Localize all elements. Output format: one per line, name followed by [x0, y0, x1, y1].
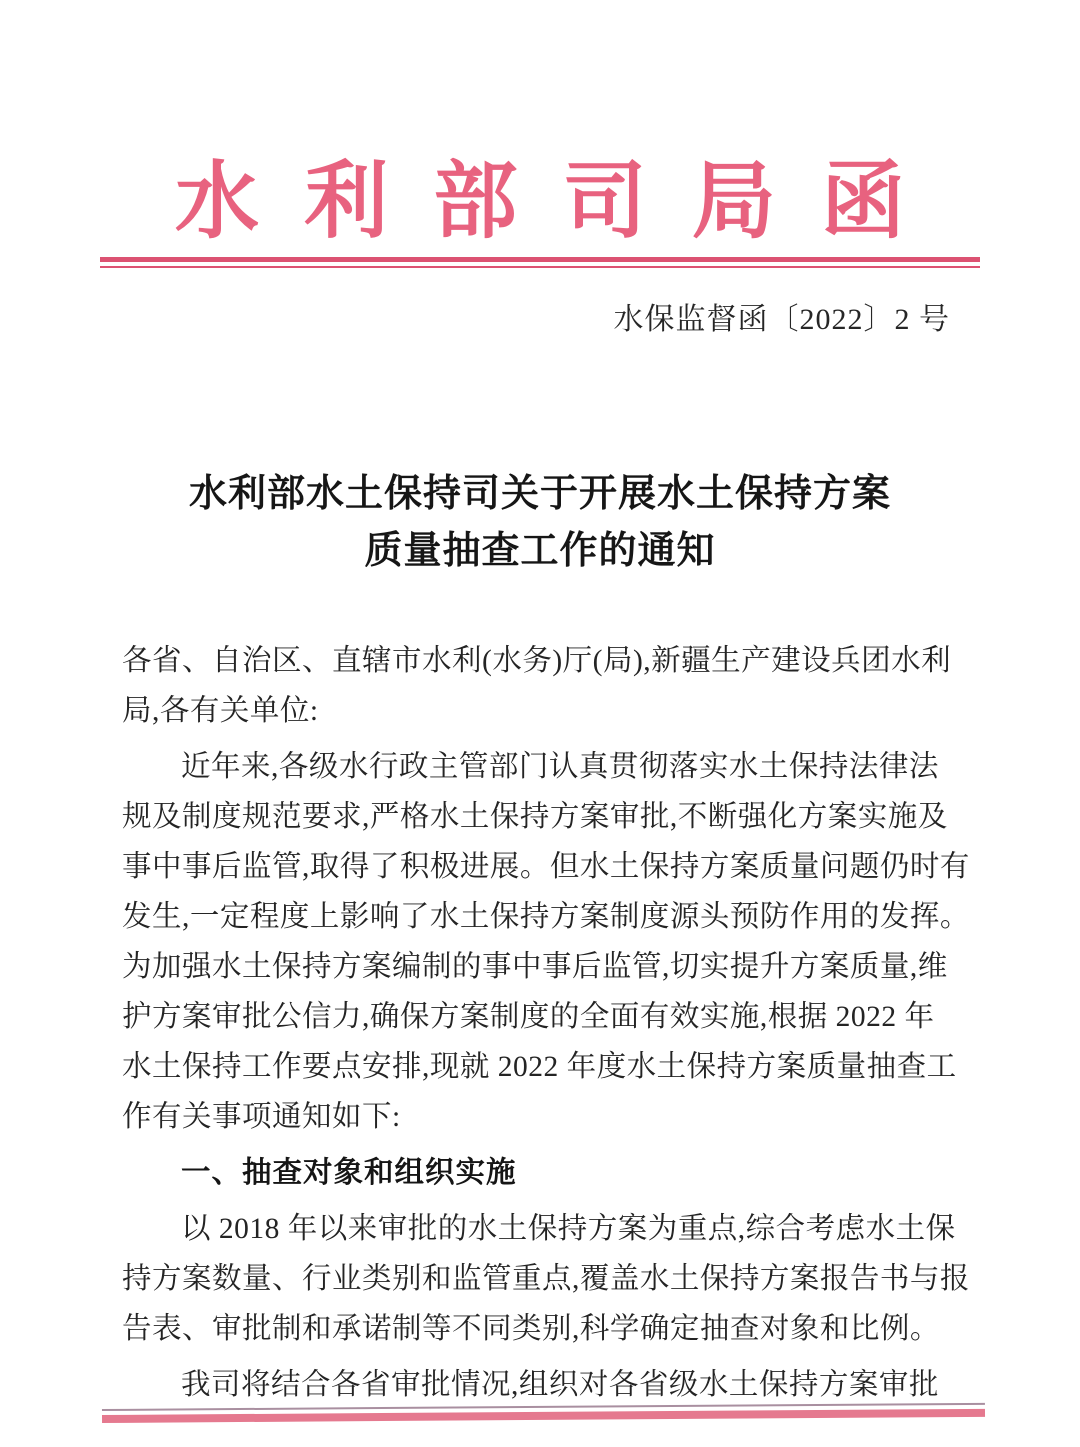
notice-title [0, 466, 1080, 580]
body-line: 我司将结合各省审批情况,组织对各省级水土保持方案审批 [181, 1368, 939, 1401]
body-line: 以 2018 年以来审批的水土保持方案为重点,综合考虑水土保 [181, 1212, 956, 1245]
letterhead-char: 司 [562, 156, 647, 249]
body-line: 规及制度规范要求,严格水土保持方案审批,不断强化方案实施及 [122, 800, 948, 833]
body-text [122, 636, 970, 1410]
body-line: 持方案数量、行业类别和监管重点,覆盖水土保持方案报告书与报 [122, 1262, 970, 1295]
letterhead-char: 部 [433, 156, 518, 249]
letterhead-title [175, 158, 905, 249]
body-line: 为加强水土保持方案编制的事中事后监管,切实提升方案质量,维 [122, 950, 948, 983]
letterhead-char: 局 [691, 156, 776, 249]
body-line: 发生,一定程度上影响了水土保持方案制度源头预防作用的发挥。 [122, 900, 970, 933]
header-double-rule [100, 257, 980, 268]
letterhead-char: 函 [820, 156, 905, 249]
body-line: 局,各有关单位: [122, 694, 319, 727]
body-line: 近年来,各级水行政主管部门认真贯彻落实水土保持法律法 [181, 750, 939, 783]
body-line: 护方案审批公信力,确保方案制度的全面有效实施,根据 2022 年 [122, 1000, 935, 1033]
notice-title-line-1: 水利部水土保持司关于开展水土保持方案 [188, 472, 891, 515]
body-line: 作有关事项通知如下: [122, 1100, 401, 1133]
body-line: 事中事后监管,取得了积极进展。但水土保持方案质量问题仍时有 [122, 850, 970, 883]
body-line: 各省、自治区、直辖市水利(水务)厅(局),新疆生产建设兵团水利 [122, 644, 952, 677]
notice-title-line-2: 质量抽查工作的通知 [364, 529, 716, 572]
body-line: 告表、审批制和承诺制等不同类别,科学确定抽查对象和比例。 [122, 1312, 940, 1345]
body-line: 水土保持工作要点安排,现就 2022 年度水土保持方案质量抽查工 [122, 1050, 957, 1083]
doc-number: 水保监督函〔2022〕2 号 [613, 302, 950, 336]
section-heading: 一、抽查对象和组织实施 [181, 1155, 517, 1189]
header-rule-thin [100, 266, 980, 268]
letterhead-char: 利 [304, 156, 389, 249]
letterhead-char: 水 [175, 156, 260, 249]
